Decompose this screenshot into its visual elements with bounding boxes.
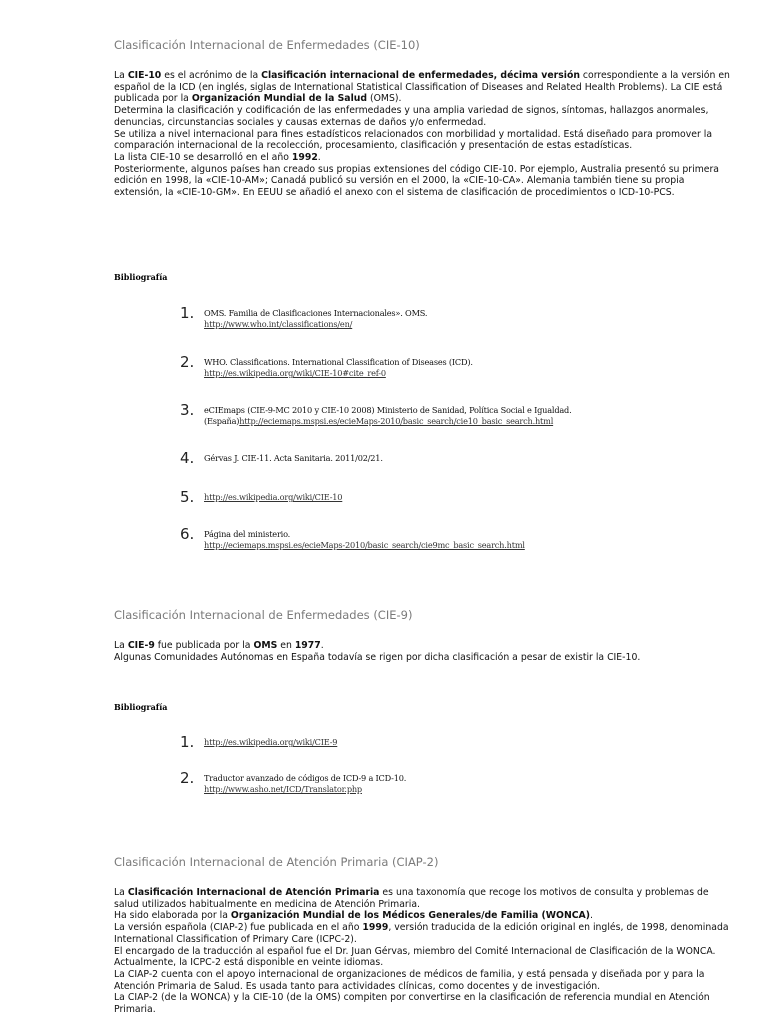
reference-link[interactable]: http://eciemaps.mspsi.es/ecieMaps-2010/basic_search/cie10_basic_search.html (239, 416, 554, 426)
text-run: en (277, 640, 295, 651)
list-number: 3. (180, 401, 195, 419)
section-title: Clasificación Internacional de Atención Primaria (CIAP-2) (114, 855, 439, 869)
cie9-paragraph-1 (114, 640, 734, 652)
section-ciap2 (114, 855, 734, 869)
cie9-body (114, 640, 734, 663)
reference-citation: Gérvas J. CIE-11. Acta Sanitaria. 2011/02/21. (204, 453, 383, 463)
bibliography-heading: Bibliografía (114, 272, 168, 282)
reference-text (204, 492, 644, 503)
section-cie10 (114, 38, 734, 52)
reference-text (204, 357, 644, 379)
bold-term: CIE-10 (127, 70, 162, 81)
bold-term: CIE-9 (127, 640, 155, 651)
cie10-body (114, 70, 734, 199)
reference-citation: OMS. Familia de Clasificaciones Internacionales». OMS. (204, 308, 428, 318)
reference-text (204, 405, 644, 427)
list-number: 2. (180, 769, 195, 787)
ciap2-paragraph-4: El encargado de la traducción al español fue el Dr. Juan Gérvas, miembro del Comité Internacional de Clasificación de la WONCA. Actualmente, la ICPC-2 está disponible en veinte idiomas. (114, 945, 716, 969)
cie9-paragraph-2: Algunas Comunidades Autónomas en España todavía se rigen por dicha clasificación a pesar de existir la CIE-10. (114, 651, 641, 663)
text-run: correspondiente a la versión en español de la ICD (en inglés, siglas de International Statistical Classification of Diseases and Related Health Problems). La CIE está publicada por la (114, 70, 730, 105)
cie10-paragraph-1 (114, 70, 734, 105)
text-run: (OMS). (367, 93, 402, 105)
ciap2-paragraph-1 (114, 887, 734, 910)
reference-link[interactable]: http://www.asho.net/ICD/Translator.php (204, 784, 362, 794)
text-run: La versión española (CIAP-2) fue publicada en el año (114, 922, 363, 934)
list-number: 1. (180, 733, 195, 751)
ciap2-paragraph-6: La CIAP-2 (de la WONCA) y la CIE-10 (de la OMS) compiten por convertirse en la clasificación de referencia mundial en Atención Primaria. (114, 992, 710, 1016)
reference-link[interactable]: http://es.wikipedia.org/wiki/CIE-10#cite_ref-0 (204, 368, 386, 378)
text-run: La (114, 640, 128, 651)
list-number: 1. (180, 304, 195, 322)
bold-term: OMS (253, 640, 278, 651)
bold-term: Organización Mundial de la Salud (191, 93, 368, 105)
reference-text (204, 529, 644, 551)
section-title: Clasificación Internacional de Enfermedades (CIE-10) (114, 38, 420, 52)
reference-link[interactable]: http://eciemaps.mspsi.es/ecieMaps-2010/basic_search/cie9mc_basic_search.html (204, 540, 525, 550)
reference-link[interactable]: http://www.who.int/classifications/en/ (204, 319, 353, 329)
cie10-paragraph-5: Posteriormente, algunos países han creado sus propias extensiones del código CIE-10. Por ejemplo, Australia presentó su primera edición en 1998, la «CIE-10-AM»; Canadá publicó su versión en el 2000, la «CIE-10-CA». Alemania también tiene su propia extensión, la «CIE-10-GM». En EEUU se añadió el anexo con el sistema de clasificación de procedimientos o ICD-10-PCS. (114, 163, 720, 199)
cie10-paragraph-4 (114, 152, 734, 164)
cie10-paragraph-3: Se utiliza a nivel internacional para fines estadísticos relacionados con morbilidad y mortalidad. Está diseñado para promover la comparación internacional de la recolección, procesamiento, clasificación y presentación de estas estadísticas. (114, 128, 713, 152)
text-run: es el acrónimo de la (161, 70, 262, 81)
list-number: 6. (180, 525, 195, 543)
bold-term: Clasificación internacional de enfermedades, décima versión (261, 70, 580, 81)
text-run: . (317, 151, 321, 163)
ciap2-body (114, 887, 734, 1016)
reference-link[interactable]: http://es.wikipedia.org/wiki/CIE-9 (204, 737, 338, 747)
bold-term: Clasificación Internacional de Atención Primaria (127, 887, 380, 898)
section-title: Clasificación Internacional de Enfermedades (CIE-9) (114, 608, 413, 622)
reference-citation: eCIEmaps (CIE-9-MC 2010 y CIE-10 2008) Ministerio de Sanidad, Política Social e Igualdad. (España) (204, 405, 572, 426)
text-run: Ha sido elaborada por la (114, 910, 231, 922)
text-run: es una taxonomía que recoge los motivos de consulta y problemas de salud utilizados habitualmente en medicina de Atención Primaria. (114, 887, 709, 910)
list-number: 2. (180, 353, 195, 371)
list-number: 5. (180, 488, 195, 506)
text-run: La (114, 887, 128, 898)
list-number: 4. (180, 449, 195, 467)
reference-text (204, 773, 644, 795)
text-run: . (320, 640, 324, 651)
bold-term: 1992 (291, 151, 318, 163)
reference-link[interactable]: http://es.wikipedia.org/wiki/CIE-10 (204, 492, 343, 502)
reference-text (204, 308, 644, 330)
text-run: fue publicada por la (154, 640, 254, 651)
ciap2-paragraph-3 (114, 922, 734, 945)
reference-text (204, 453, 644, 464)
cie10-paragraph-2: Determina la clasificación y codificación de las enfermedades y una amplia variedad de signos, síntomas, hallazgos anormales, denuncias, circunstancias sociales y causas externas de daños y/o enfermedad. (114, 105, 709, 128)
reference-citation: Traductor avanzado de códigos de ICD-9 a ICD-10. (204, 773, 407, 783)
bibliography-heading: Bibliografía (114, 702, 168, 712)
ciap2-paragraph-5: La CIAP-2 cuenta con el apoyo internacional de organizaciones de médicos de familia, y está pensada y diseñada por y para la Atención Primaria de Salud. Es usada tanto para actividades clínicas, como docentes y de investigación. (114, 968, 705, 992)
ciap2-paragraph-2 (114, 910, 734, 922)
reference-citation: Página del ministerio. (204, 529, 291, 539)
text-run: La (114, 70, 128, 81)
text-run: , versión traducida de la edición original en inglés, de 1998, denominada International Classification of Primary Care (ICPC-2). (114, 922, 729, 945)
text-run: . (590, 910, 593, 922)
reference-citation: WHO. Classifications. International Classification of Diseases (ICD). (204, 357, 473, 367)
reference-text (204, 737, 644, 748)
bold-term: Organización Mundial de los Médicos Generales/de Familia (WONCA) (230, 910, 591, 922)
section-cie9 (114, 608, 734, 622)
bold-term: 1999 (362, 922, 389, 934)
bold-term: 1977 (294, 640, 321, 651)
text-run: La lista CIE-10 se desarrolló en el año (114, 151, 292, 163)
